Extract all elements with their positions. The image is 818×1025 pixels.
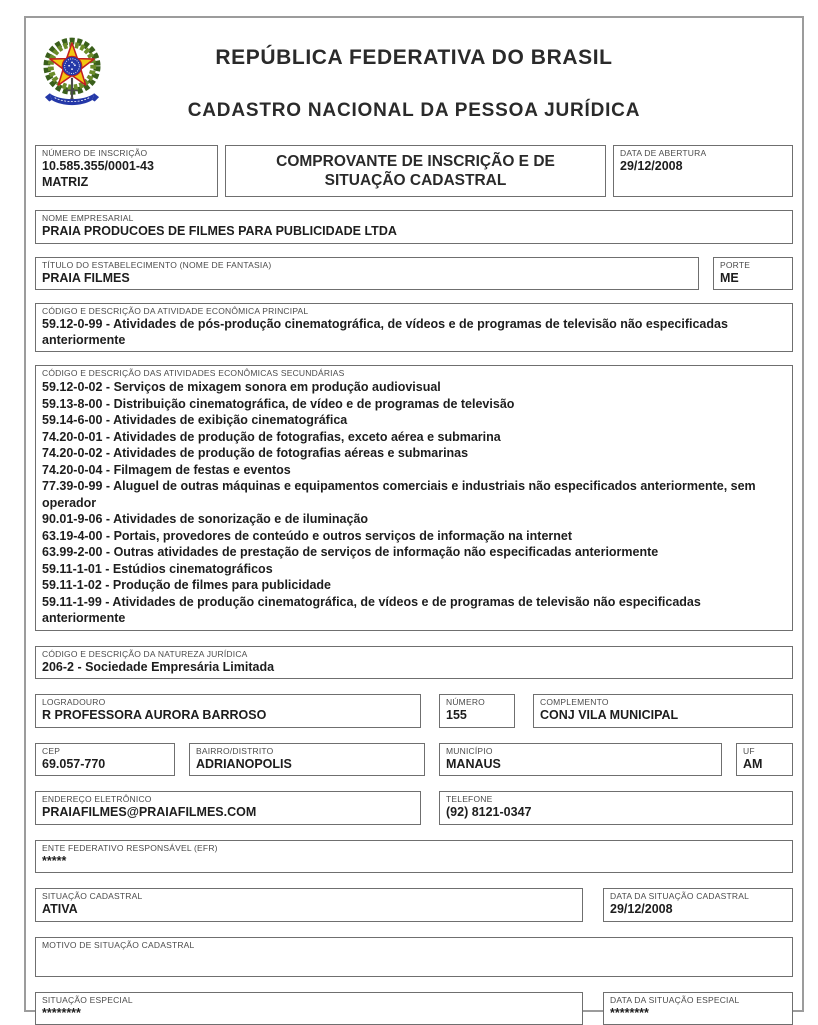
field-nome-empresarial — [35, 210, 793, 244]
field-value: 29/12/2008 — [610, 902, 786, 918]
atividade-secundaria-item: 63.19-4-00 - Portais, provedores de conteúdo e outros serviços de informação na internet — [42, 528, 786, 545]
field-value: PRAIAFILMES@PRAIAFILMES.COM — [42, 805, 414, 821]
field-porte — [713, 257, 793, 291]
field-nome-fantasia — [35, 257, 699, 291]
atividade-secundaria-item: 90.01-9-06 - Atividades de sonorização e de iluminação — [42, 511, 786, 528]
registry-title: CADASTRO NACIONAL DA PESSOA JURÍDICA — [35, 100, 793, 122]
field-logradouro — [35, 694, 421, 728]
field-value: PRAIA FILMES — [42, 271, 692, 287]
efr-row — [35, 840, 793, 874]
field-value: AM — [743, 757, 786, 773]
field-efr — [35, 840, 793, 874]
field-value: ******** — [610, 1006, 786, 1022]
brazil-coat-of-arms-icon — [43, 34, 101, 110]
field-bairro — [189, 743, 425, 777]
atividade-secundaria-item: 59.11-1-01 - Estúdios cinematográficos — [42, 561, 786, 578]
field-label: BAIRRO/DISTRITO — [196, 746, 418, 757]
atividade-secundaria-item: 59.11-1-02 - Produção de filmes para publicidade — [42, 577, 786, 594]
contato-row — [35, 791, 793, 825]
field-label: NÚMERO DE INSCRIÇÃO — [42, 148, 211, 159]
field-value: 206-2 - Sociedade Empresária Limitada — [42, 660, 786, 676]
atividade-secundaria-item: 74.20-0-02 - Atividades de produção de fotografias aéreas e submarinas — [42, 445, 786, 462]
field-value: CONJ VILA MUNICIPAL — [540, 708, 786, 724]
field-label: MUNICÍPIO — [446, 746, 715, 757]
field-municipio — [439, 743, 722, 777]
identification-row — [35, 145, 793, 197]
field-label: CÓDIGO E DESCRIÇÃO DA ATIVIDADE ECONÔMICA PRINCIPAL — [42, 306, 786, 317]
cnpj-certificate — [24, 16, 804, 1012]
field-value: R PROFESSORA AURORA BARROSO — [42, 708, 414, 724]
atividades-secundarias-row — [35, 365, 793, 631]
atividade-secundaria-item: 59.13-8-00 - Distribuição cinematográfica, de vídeo e de programas de televisão — [42, 396, 786, 413]
field-telefone — [439, 791, 793, 825]
field-atividades-secundarias — [35, 365, 793, 631]
field-natureza-juridica — [35, 646, 793, 680]
field-label: SITUAÇÃO CADASTRAL — [42, 891, 576, 902]
field-label: DATA DA SITUAÇÃO ESPECIAL — [610, 995, 786, 1006]
field-label: CEP — [42, 746, 168, 757]
field-label: TELEFONE — [446, 794, 786, 805]
field-value: MANAUS — [446, 757, 715, 773]
field-endereco-eletronico — [35, 791, 421, 825]
logradouro-row — [35, 694, 793, 728]
atividade-secundaria-item: 59.14-6-00 - Atividades de exibição cinematográfica — [42, 412, 786, 429]
field-value: (92) 8121-0347 — [446, 805, 786, 821]
field-label: SITUAÇÃO ESPECIAL — [42, 995, 576, 1006]
field-label: ENTE FEDERATIVO RESPONSÁVEL (EFR) — [42, 843, 786, 854]
motivo-situacao-row — [35, 937, 793, 977]
field-value: ME — [720, 271, 786, 287]
field-value: 59.12-0-99 - Atividades de pós-produção cinematográfica, de vídeos e de programas de televisão não especificadas anteriormente — [42, 317, 786, 348]
fantasia-row — [35, 257, 793, 291]
atividade-secundaria-item: 74.20-0-01 - Atividades de produção de fotografias, exceto aérea e submarina — [42, 429, 786, 446]
field-label: CÓDIGO E DESCRIÇÃO DA NATUREZA JURÍDICA — [42, 649, 786, 660]
field-label: NÚMERO — [446, 697, 508, 708]
field-label: LOGRADOURO — [42, 697, 414, 708]
field-uf — [736, 743, 793, 777]
field-atividade-principal — [35, 303, 793, 352]
atividade-secundaria-item: 74.20-0-04 - Filmagem de festas e eventos — [42, 462, 786, 479]
field-value: ******** — [42, 1006, 576, 1022]
field-label: PORTE — [720, 260, 786, 271]
field-label: DATA DE ABERTURA — [620, 148, 786, 159]
atividade-secundaria-item: 59.11-1-99 - Atividades de produção cinematográfica, de vídeos e de programas de televisão não especificadas anteriormente — [42, 594, 786, 627]
field-data-situacao-especial — [603, 992, 793, 1025]
field-label: TÍTULO DO ESTABELECIMENTO (NOME DE FANTASIA) — [42, 260, 692, 271]
field-complemento — [533, 694, 793, 728]
field-value: 29/12/2008 — [620, 159, 786, 175]
situacao-especial-row — [35, 992, 793, 1025]
field-label: MOTIVO DE SITUAÇÃO CADASTRAL — [42, 940, 786, 951]
field-label: NOME EMPRESARIAL — [42, 213, 786, 224]
field-cep — [35, 743, 175, 777]
matriz-indicator: MATRIZ — [42, 175, 211, 191]
field-label: CÓDIGO E DESCRIÇÃO DAS ATIVIDADES ECONÔMICAS SECUNDÁRIAS — [42, 368, 786, 379]
document-title: COMPROVANTE DE INSCRIÇÃO E DE SITUAÇÃO CADASTRAL — [232, 152, 599, 190]
field-value: PRAIA PRODUCOES DE FILMES PARA PUBLICIDADE LTDA — [42, 224, 786, 240]
cep-row — [35, 743, 793, 777]
nome-empresarial-row — [35, 210, 793, 244]
field-data-situacao-cadastral — [603, 888, 793, 922]
field-numero — [439, 694, 515, 728]
inscricao-number: 10.585.355/0001-43 — [42, 159, 211, 175]
atividade-principal-row — [35, 303, 793, 352]
natureza-juridica-row — [35, 646, 793, 680]
field-situacao-especial — [35, 992, 583, 1025]
status-value: ATIVA — [42, 902, 576, 918]
field-value: 155 — [446, 708, 508, 724]
atividade-secundaria-item: 77.39-0-99 - Aluguel de outras máquinas e equipamentos comerciais e industriais não especificados anteriormente, sem operador — [42, 478, 786, 511]
atividade-secundaria-item: 59.12-0-02 - Serviços de mixagem sonora em produção audiovisual — [42, 379, 786, 396]
document-header — [35, 28, 793, 132]
field-value: 69.057-770 — [42, 757, 168, 773]
field-data-abertura — [613, 145, 793, 197]
republic-title: REPÚBLICA FEDERATIVA DO BRASIL — [35, 28, 793, 70]
field-value: ADRIANOPOLIS — [196, 757, 418, 773]
atividade-secundaria-item: 63.99-2-00 - Outras atividades de prestação de serviços de informação não especificadas anteriormente — [42, 544, 786, 561]
document-title-box — [225, 145, 606, 197]
field-motivo-situacao — [35, 937, 793, 977]
field-label: ENDEREÇO ELETRÔNICO — [42, 794, 414, 805]
field-label: COMPLEMENTO — [540, 697, 786, 708]
field-situacao-cadastral — [35, 888, 583, 922]
field-label: DATA DA SITUAÇÃO CADASTRAL — [610, 891, 786, 902]
field-value: ***** — [42, 854, 786, 870]
field-label: UF — [743, 746, 786, 757]
situacao-cadastral-row — [35, 888, 793, 922]
field-numero-inscricao — [35, 145, 218, 197]
